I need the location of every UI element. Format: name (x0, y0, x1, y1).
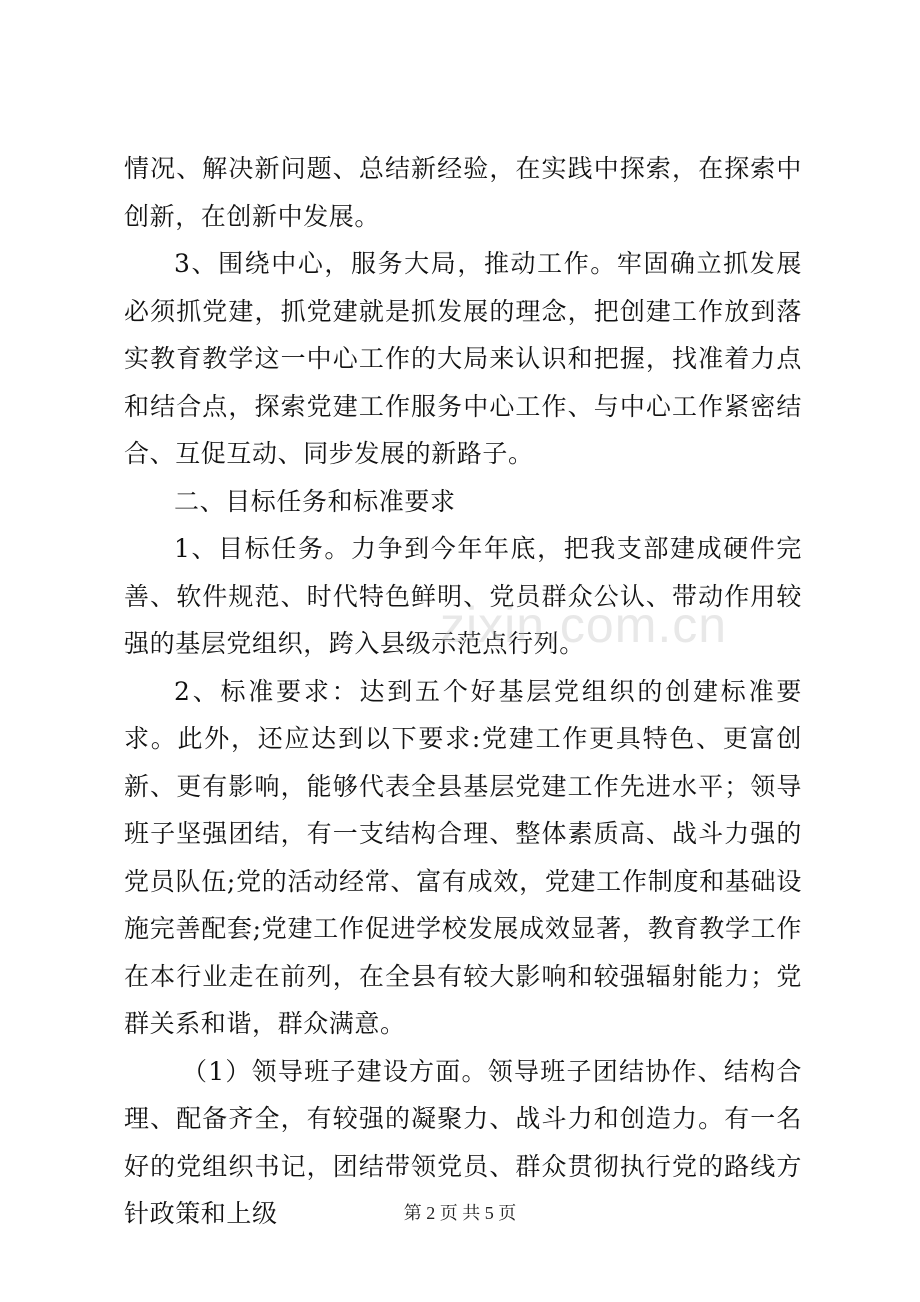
paragraph-5: （1）领导班子建设方面。领导班子团结协作、结构合理、配备齐全，有较强的凝聚力、战斗力和创造力。有一名好的党组织书记，团结带领党员、群众贯彻执行党的路线方针政策和上级 (124, 1056, 802, 1228)
section-heading: 二、目标任务和标准要求 (174, 486, 456, 516)
paragraph-1: 情况、解决新问题、总结新经验，在实践中探索，在探索中创新，在创新中发展。 (124, 154, 802, 231)
paragraph-4: 2、标准要求：达到五个好基层党组织的创建标准要求。此外，还应达到以下要求:党建工作更具特色、更富创新、更有影响，能够代表全县基层党建工作先进水平；领导班子坚强团结，有一支结构合理、整体素质高、战斗力强的党员队伍;党的活动经常、富有成效，党建工作制度和基础设施完善配套;党建工作促进学校发展成效显著，教育教学工作在本行业走在前列，在全县有较大影响和较强辐射能力；党群关系和谐，群众满意。 (124, 676, 802, 1038)
paragraph-2: 3、围绕中心，服务大局，推动工作。牢固确立抓发展必须抓党建，抓党建就是抓发展的理念，把创建工作放到落实教育教学这一中心工作的大局来认识和把握，找准着力点和结合点，探索党建工作服务中心工作、与中心工作紧密结合、互促互动、同步发展的新路子。 (124, 249, 802, 468)
watermark: zixin.com.cn (440, 597, 728, 653)
paragraph-3: 1、目标任务。力争到今年年底，把我支部建成硬件完善、软件规范、时代特色鲜明、党员群众公认、带动作用较强的基层党组织，跨入县级示范点行列。 (124, 534, 802, 658)
document-body (124, 145, 802, 1238)
page-footer: 第 2 页 共 5 页 (403, 1203, 517, 1223)
